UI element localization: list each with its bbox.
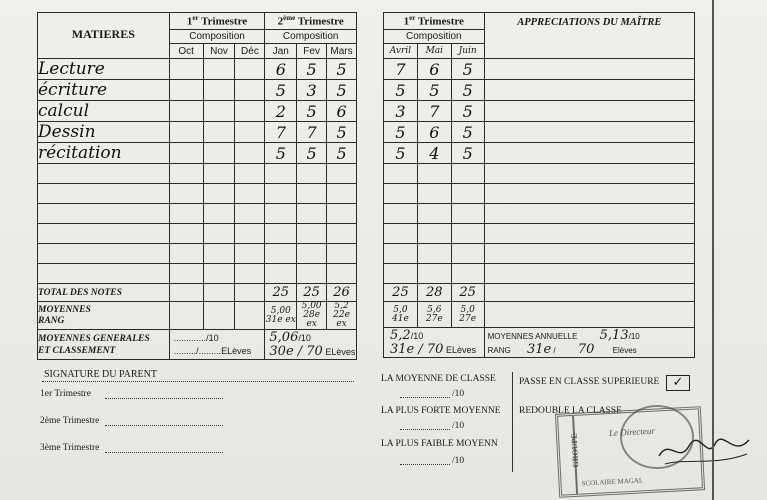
moyenne-value: 5,0 [460, 304, 475, 315]
annual-rang-total: 70 [577, 341, 595, 357]
moyennes-generales-row [38, 330, 357, 360]
subject-name: calcul [38, 101, 170, 122]
table-row [384, 143, 695, 164]
signature-t3-label: 3ème Trimestre [40, 443, 100, 453]
total-cell: 25 [297, 284, 327, 302]
stamp-directeur: Le Directeur [608, 425, 656, 439]
subject-name: Dessin [38, 122, 170, 143]
month-nov: Nov [203, 44, 235, 59]
t2-mg-value: 5,06 [269, 329, 299, 345]
subject-name: Lecture [38, 59, 170, 80]
table-row [38, 143, 357, 164]
redouble-label: REDOUBLE LA CLASSE [519, 406, 622, 416]
table-row [38, 59, 357, 80]
over10: /10 [452, 456, 465, 466]
grade-cell: 5 [297, 143, 327, 164]
grade-cell: 5 [384, 122, 418, 143]
signature-t2-label: 2ème Trimestre [40, 416, 100, 426]
grade-cell: 5 [297, 101, 327, 122]
rang-value: 27e [425, 313, 443, 324]
month-juin: Juin [451, 44, 484, 59]
grade-cell: 6 [265, 59, 297, 80]
grade-cell: 7 [417, 101, 451, 122]
grade-cell: 7 [265, 122, 297, 143]
table-row [38, 80, 357, 101]
month-dec: Déc [235, 44, 265, 59]
grade-cell: 5 [327, 59, 357, 80]
rang-value: 31e ex [265, 314, 296, 325]
t3-composition: Composition [384, 30, 485, 44]
moyennes-row [38, 302, 357, 330]
annual-rang-value: 31e [526, 341, 552, 357]
t3-header: 1er Trimestre [384, 13, 485, 30]
rang-value: 22e ex [333, 310, 350, 329]
over10: /10 [410, 330, 424, 341]
grade-cell: 5 [417, 80, 451, 101]
eleves-label: ELèves [325, 346, 356, 357]
plus-forte-label: LA PLUS FORTE MOYENNE [381, 406, 501, 416]
total-label: TOTAL DES NOTES [38, 284, 170, 302]
moyenne-classe-label: LA MOYENNE DE CLASSE [381, 374, 496, 384]
total-cell: 25 [384, 284, 418, 302]
table-row [384, 80, 695, 101]
grade-cell: 4 [417, 143, 451, 164]
grade-cell: 5 [327, 122, 357, 143]
moyennes-row [384, 302, 695, 328]
plus-faible-label: LA PLUS FAIBLE MOYENN [381, 439, 498, 449]
rang-value: 28e ex [303, 310, 321, 329]
grade-cell: 5 [384, 80, 418, 101]
t1-composition: Composition [169, 30, 265, 44]
t3-classement-value: 31e / 70 [390, 341, 444, 357]
total-cell: 25 [265, 284, 297, 302]
t2-classement-value: 30e / 70 [269, 343, 323, 359]
grade-cell: 7 [297, 122, 327, 143]
t1-mg-value: ............./10 [173, 332, 219, 343]
annual-label: MOYENNES ANNUELLE [487, 331, 578, 341]
over10: /10 [452, 421, 465, 431]
table-row [384, 122, 695, 143]
t1-classement-value: ........./.........ELèves [173, 345, 252, 356]
month-oct: Oct [169, 44, 203, 59]
annual-value: 5,13 [599, 327, 629, 343]
moyenne-value: 5,00 [301, 301, 322, 311]
stamp-scolaire: SCOLAIRE MAGAL [581, 476, 644, 488]
director-signature [655, 430, 755, 470]
grade-cell: 6 [417, 59, 451, 80]
eleves-label: ELèves [445, 344, 476, 355]
grade-cell: 2 [265, 101, 297, 122]
moyennes-generales-row: 5,2/10 31e / 70 ELèves MOYENNES ANNUELLE 5,13/10 RANG 31e / 70 Elèves [384, 328, 695, 358]
grade-cell: 5 [384, 143, 418, 164]
stamp-groupe: GROUPE [569, 433, 581, 468]
grade-cell: 5 [451, 101, 484, 122]
subject-name: écriture [38, 80, 170, 101]
moyennes-label: MOYENNES [38, 304, 91, 315]
month-jan: Jan [265, 44, 297, 59]
rang-value: 27e [459, 313, 477, 324]
rang-label: RANG [487, 345, 511, 355]
grade-cell: 5 [265, 143, 297, 164]
mg-label: MOYENNES GENERALES [38, 333, 150, 344]
signature-label: SIGNATURE DU PARENT [44, 369, 157, 380]
appreciations-header: APPRECIATIONS DU MAÎTRE [484, 13, 694, 59]
totals-row [384, 284, 695, 302]
signature-t3-line[interactable] [105, 452, 223, 453]
grade-cell: 6 [417, 122, 451, 143]
grade-cell: 5 [451, 122, 484, 143]
grade-cell: 5 [297, 59, 327, 80]
divider [512, 372, 513, 472]
passe-label: PASSE EN CLASSE SUPERIEURE [519, 377, 660, 387]
grade-cell: 6 [327, 101, 357, 122]
table-row [38, 122, 357, 143]
rang-value: 41e [392, 313, 409, 324]
over10: /10 [452, 389, 465, 399]
grade-cell: 5 [451, 143, 484, 164]
moyenne-value: 5,0 [393, 304, 408, 315]
grade-cell: 5 [265, 80, 297, 101]
eleves-label: Elèves [612, 345, 637, 355]
totals-row [38, 284, 357, 302]
rang-label: RANG [38, 315, 65, 326]
total-cell: 25 [451, 284, 484, 302]
classement-label: ET CLASSEMENT [38, 345, 116, 356]
subject-name: récitation [38, 143, 170, 164]
divider [42, 381, 354, 382]
moyenne-value: 5,00 [270, 305, 291, 316]
total-cell: 28 [417, 284, 451, 302]
page-edge [712, 0, 714, 500]
month-mai: Mai [417, 44, 451, 59]
table-row [384, 101, 695, 122]
over10: /10 [298, 332, 311, 343]
left-grades-table [37, 12, 357, 360]
grade-cell: 5 [451, 59, 484, 80]
moyenne-classe-line[interactable] [400, 397, 450, 398]
t2-header: 2ème Trimestre [265, 13, 357, 30]
plus-forte-line[interactable] [400, 429, 450, 430]
grade-cell: 3 [384, 101, 418, 122]
month-fev: Fev [297, 44, 327, 59]
total-cell: 26 [327, 284, 357, 302]
grade-cell: 5 [327, 80, 357, 101]
month-mars: Mars [327, 44, 357, 59]
t1-header: 1er Trimestre [169, 13, 265, 30]
t3-mg-value: 5,2 [390, 327, 411, 343]
right-grades-table [383, 12, 695, 358]
table-row [384, 59, 695, 80]
moyenne-value: 5,6 [427, 304, 442, 315]
signature-t1-label: 1er Trimestre [40, 389, 91, 399]
signature-t2-line[interactable] [105, 425, 223, 426]
signature-t1-line[interactable] [105, 398, 223, 399]
grade-cell: 7 [384, 59, 418, 80]
t2-composition: Composition [265, 30, 357, 44]
grade-cell: 3 [297, 80, 327, 101]
plus-faible-line[interactable] [400, 464, 450, 465]
month-avril: Avril [384, 44, 418, 59]
over10: /10 [628, 331, 640, 341]
moyenne-value: 5,2 [334, 301, 349, 311]
grade-cell: 5 [327, 143, 357, 164]
grade-cell: 5 [451, 80, 484, 101]
table-row [38, 101, 357, 122]
passe-checkbox[interactable]: ✓ [666, 375, 690, 391]
matieres-header: MATIERES [38, 13, 170, 59]
